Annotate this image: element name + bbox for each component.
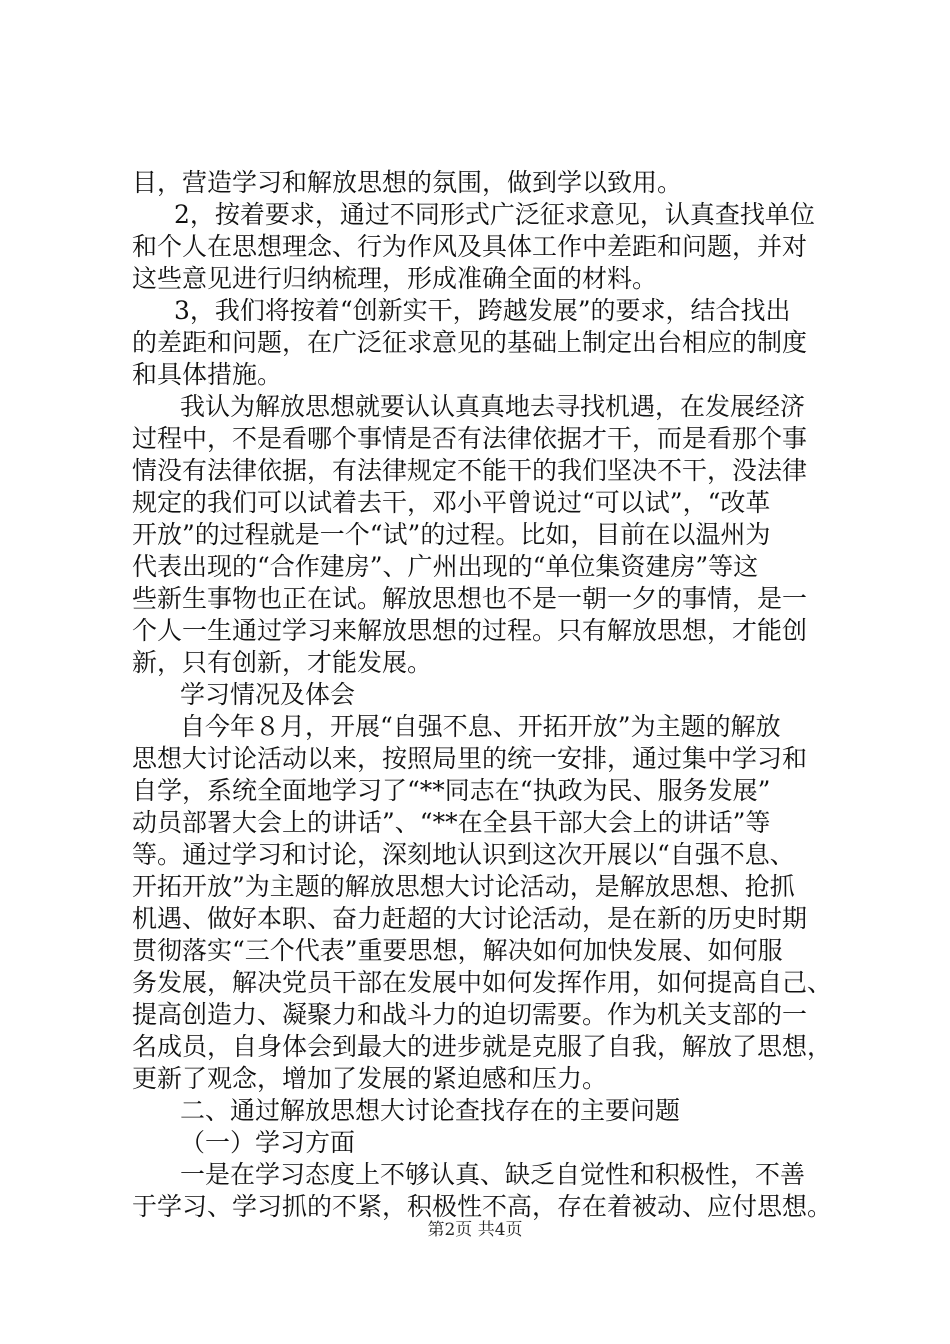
text-line: 自今年８月，开展“自强不息、开拓开放”为主题的解放 — [180, 712, 781, 741]
text-line: 的差距和问题，在广泛征求意见的基础上制定出台相应的制度 — [132, 328, 808, 357]
text-line: 目，营造学习和解放思想的氛围，做到学以致用。 — [132, 168, 683, 197]
text-line: 名成员，自身体会到最大的进步就是克服了自我，解放了思想， — [132, 1032, 833, 1061]
text-line: 新，只有创新，才能发展。 — [132, 648, 433, 677]
text-line: 个人一生通过学习来解放思想的过程。只有解放思想，才能创 — [132, 616, 808, 645]
text-line: 于学习、学习抓的不紧，积极性不高，存在着被动、应付思想。 — [132, 1192, 833, 1221]
page-footer: 第2页 共4页 — [427, 1220, 523, 1240]
text-line: 和个人在思想理念、行为作风及具体工作中差距和问题，并对 — [132, 232, 808, 261]
document-body — [132, 167, 852, 1223]
text-line: 情没有法律依据，有法律规定不能干的我们坚决不干，没法律 — [132, 456, 808, 485]
text-line: 代表出现的“合作建房”、广州出现的“单位集资建房”等这 — [132, 552, 759, 581]
text-line: 提高创造力、凝聚力和战斗力的迫切需要。作为机关支部的一 — [132, 1000, 808, 1029]
text-line: 务发展，解决党员干部在发展中如何发挥作用，如何提高自己、 — [132, 968, 833, 997]
text-line: 思想大讨论活动以来，按照局里的统一安排，通过集中学习和 — [132, 744, 808, 773]
text-line: 等。通过学习和讨论，深刻地认识到这次开展以“自强不息、 — [132, 840, 795, 869]
text-line: 3，我们将按着“创新实干，跨越发展”的要求，结合找出 — [174, 296, 791, 325]
text-line: 机遇、做好本职、奋力赶超的大讨论活动，是在新的历史时期 — [132, 904, 808, 933]
text-line: 些新生事物也正在试。解放思想也不是一朝一夕的事情，是一 — [132, 584, 808, 613]
text-line: 二、通过解放思想大讨论查找存在的主要问题 — [180, 1096, 681, 1125]
text-line: 过程中，不是看哪个事情是否有法律依据才干，而是看那个事 — [132, 424, 808, 453]
text-line: 更新了观念，增加了发展的紧迫感和压力。 — [132, 1064, 608, 1093]
text-line: 开拓开放”为主题的解放思想大讨论活动，是解放思想、抢抓 — [132, 872, 795, 901]
text-line: 这些意见进行归纳梳理，形成准确全面的材料。 — [132, 264, 658, 293]
text-line: 开放”的过程就是一个“试”的过程。比如，目前在以温州为 — [132, 520, 771, 549]
text-line: 一是在学习态度上不够认真、缺乏自觉性和积极性，不善 — [180, 1160, 806, 1189]
text-line: 2，按着要求，通过不同形式广泛征求意见，认真查找单位 — [174, 200, 815, 229]
text-line: 动员部署大会上的讲话”、“**在全县干部大会上的讲话”等 — [132, 808, 771, 837]
text-line: （一）学习方面 — [180, 1128, 356, 1157]
text-line: 学习情况及体会 — [180, 680, 356, 709]
text-line: 我认为解放思想就要认认真真地去寻找机遇，在发展经济 — [180, 392, 806, 421]
text-line: 和具体措施。 — [132, 360, 283, 389]
text-line: 贯彻落实“三个代表”重要思想，解决如何加快发展、如何服 — [132, 936, 783, 965]
text-line: 规定的我们可以试着去干，邓小平曾说过“可以试”，“改革 — [132, 488, 771, 517]
text-line: 自学，系统全面地学习了“**同志在“执政为民、服务发展” — [132, 776, 771, 805]
